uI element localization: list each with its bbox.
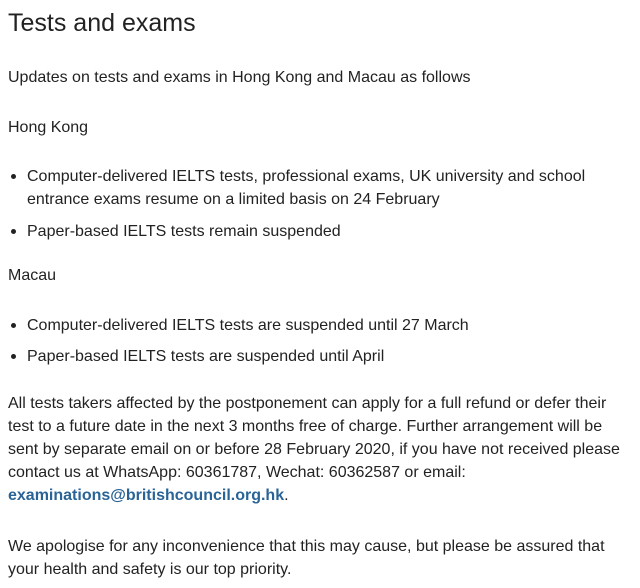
macau-list: [8, 314, 628, 368]
list-item: [8, 314, 628, 337]
refund-notice-suffix: .: [284, 487, 289, 504]
hong-kong-heading: Hong Kong: [8, 119, 89, 136]
list-item-text: Paper-based IELTS tests are suspended until April: [27, 348, 385, 365]
intro-text: Updates on tests and exams in Hong Kong and Macau as follows: [8, 69, 471, 86]
list-item: [8, 345, 628, 368]
contact-email-link[interactable]: examinations@britishcouncil.org.hk: [8, 487, 285, 504]
list-item: [8, 220, 628, 243]
page-title: Tests and exams: [8, 9, 196, 37]
list-item-text: Computer-delivered IELTS tests are suspended until 27 March: [27, 317, 469, 334]
list-item-text: Computer-delivered IELTS tests, professional exams, UK university and school entrance exams resume on a limited basis on 24 February: [27, 168, 586, 208]
refund-notice-text: All tests takers affected by the postponement can apply for a full refund or defer their test to a future date in the next 3 months free of charge. Further arrangement will be sent by separate email on or before 28 February 2020, if you have not received please contact us at WhatsApp: 60361787, Wechat: 60362587 or email:: [8, 395, 620, 481]
refund-notice: [8, 392, 636, 507]
bullet-icon: [11, 174, 16, 179]
bullet-icon: [11, 229, 16, 234]
macau-heading: Macau: [8, 267, 57, 284]
list-item-text: Paper-based IELTS tests remain suspended: [27, 223, 341, 240]
hong-kong-list: [8, 165, 628, 243]
list-item: [8, 165, 628, 211]
apology-text: We apologise for any inconvenience that this may cause, but please be assured that your health and safety is our top priority.: [8, 538, 605, 578]
bullet-icon: [11, 354, 16, 359]
bullet-icon: [11, 323, 16, 328]
